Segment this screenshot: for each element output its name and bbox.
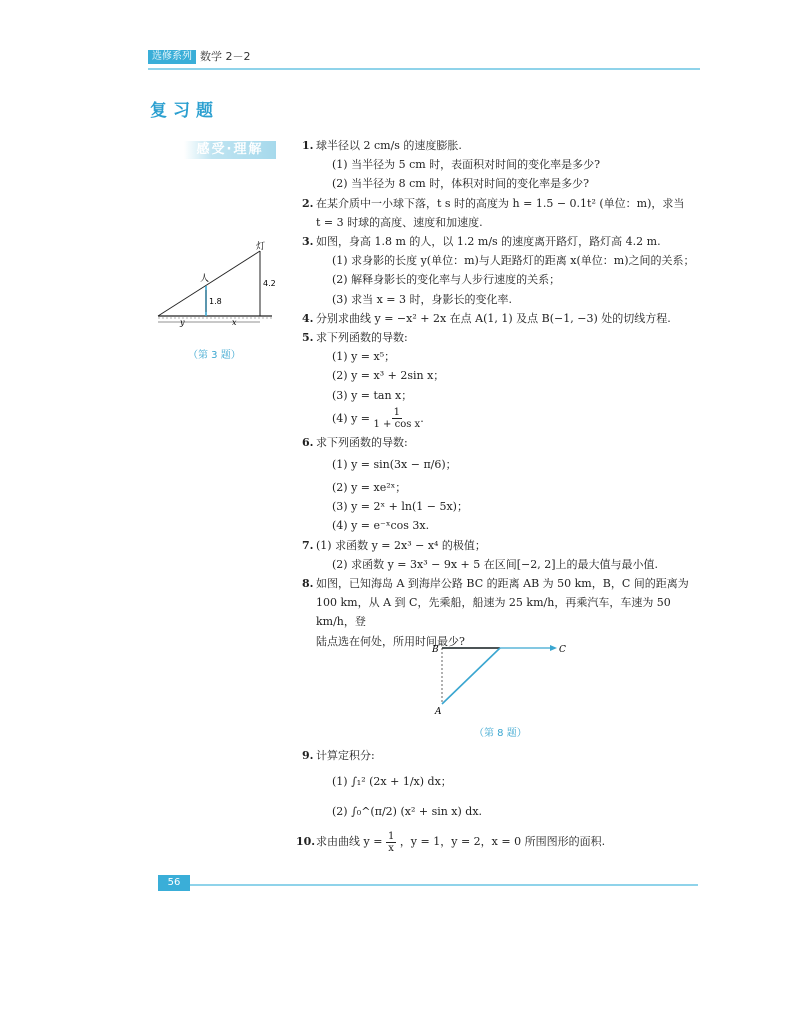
question-text: t = 3 时球的高度、速度和加速度. [316, 215, 483, 229]
series-label: 选修系列 [148, 50, 196, 64]
question-text: 如图，已知海岛 A 到海岸公路 BC 的距离 AB 为 50 km，B，C 间的距离为 [316, 577, 689, 591]
question-text: ，y = 1，y = 2，x = 0 所围图形的面积. [399, 835, 606, 848]
point-b-label: B [432, 645, 439, 655]
subquestion: (1) 求身影的长度 y(单位：m)与人距路灯的距离 x(单位：m)之间的关系； [332, 254, 695, 268]
subquestion-prefix: (4) y = [332, 411, 371, 425]
fraction-numerator: 1 [387, 830, 395, 842]
question-text: 如图，身高 1.8 m 的人，以 1.2 m/s 的速度离开路灯，路灯高 4.2 m. [316, 235, 661, 249]
page-number: 56 [158, 875, 190, 891]
footer-divider [190, 884, 698, 886]
question-number: 6. [302, 435, 314, 449]
subquestion: (3) y = 2ˣ + ln(1 − 5x)； [332, 500, 468, 514]
question-text: 计算定积分: [316, 749, 375, 762]
fraction-numerator: 1 [393, 407, 401, 419]
question-10 [296, 827, 702, 857]
island-road-diagram [430, 640, 570, 720]
subquestion: (1) y = x⁵； [332, 350, 396, 364]
distance-label: x [232, 318, 237, 327]
question-text: 在某介质中一小球下落，t s 时的高度为 h = 1.5 − 0.1t² (单位：m)，求当 [316, 196, 685, 210]
exercise-list [302, 136, 702, 651]
figure-q8-caption: （第 8 题） [474, 728, 527, 739]
question-number: 2. [302, 196, 314, 210]
subquestion: (2) y = xe²ˣ； [332, 481, 407, 495]
question-3 [302, 232, 702, 309]
fraction-denominator: 1 + cos x [373, 419, 421, 431]
subquestion: (2) 解释身影长的变化率与人步行速度的关系； [332, 273, 561, 287]
subquestion: (1) 当半径为 5 cm 时，表面积对时间的变化率是多少? [332, 158, 601, 172]
subquestion: (1) 求函数 y = 2x³ − x⁴ 的极值； [316, 538, 486, 552]
subquestion: (3) 求当 x = 3 时，身影长的变化率. [332, 292, 512, 306]
question-5 [302, 328, 702, 433]
subquestion: (2) y = x³ + 2sin x； [332, 369, 445, 383]
question-4 [302, 309, 702, 328]
figure-q3-caption: （第 3 题） [188, 350, 241, 361]
question-number: 10. [296, 835, 316, 848]
question-number: 5. [302, 331, 314, 345]
question-number: 7. [302, 538, 314, 552]
question-7 [302, 536, 702, 574]
point-c-label: C [559, 645, 566, 655]
subquestion: (4) y = e⁻ˣcos 3x. [332, 519, 430, 533]
question-2 [302, 194, 702, 232]
lamp-shadow-diagram [150, 238, 280, 348]
question-number: 1. [302, 139, 314, 152]
question-number: 3. [302, 235, 314, 249]
shadow-length-label: y [180, 318, 185, 327]
subquestion: (2) 当半径为 8 cm 时，体积对时间的变化率是多少? [332, 177, 590, 191]
point-a-label: A [435, 707, 442, 717]
question-text: 求由曲线 y = [316, 835, 383, 848]
question-text: 陆点选在何处，所用时间最少? [316, 634, 465, 648]
fraction [386, 831, 396, 854]
header-divider [148, 68, 700, 70]
question-1 [302, 136, 702, 194]
subquestion-suffix: . [420, 411, 424, 425]
question-number: 4. [302, 311, 314, 325]
fraction-denominator: x [388, 842, 394, 854]
person-height-label: 1.8 [209, 297, 222, 306]
subquestion: (1) y = sin(3x − π/6)； [332, 458, 457, 472]
question-text: 分别求曲线 y = −x² + 2x 在点 A(1, 1) 及点 B(−1, −3) 处的切线方程. [316, 311, 671, 325]
question-number: 9. [302, 749, 314, 762]
question-text: 球半径以 2 cm/s 的速度膨胀. [316, 139, 462, 152]
fraction [374, 407, 421, 430]
subject-label: 数学 2－2 [200, 50, 251, 63]
section-title: 复习题 [150, 101, 219, 121]
lamp-height-label: 4.2 [263, 279, 276, 288]
exercise-list-continued [296, 745, 702, 857]
question-number: 8. [302, 577, 314, 591]
running-header [148, 50, 251, 64]
question-text: 求下列函数的导数: [316, 331, 408, 345]
section-badge: 感受·理解 [184, 141, 276, 159]
figure-q8 [430, 640, 570, 739]
subquestion: (3) y = tan x； [332, 388, 413, 402]
subquestion: (2) ∫₀^(π/2) (x² + sin x) dx. [332, 805, 483, 818]
person-label: 人 [200, 274, 210, 284]
question-6 [302, 433, 702, 536]
subquestion: (2) 求函数 y = 3x³ − 9x + 5 在区间[−2, 2]上的最大值与最小值. [332, 557, 659, 571]
question-9 [302, 745, 702, 827]
lamp-label: 灯 [256, 242, 266, 252]
figure-q3 [150, 238, 280, 361]
subquestion [316, 405, 702, 433]
question-text: 求下列函数的导数: [316, 435, 408, 449]
question-text: 100 km，从 A 到 C，先乘船，船速为 25 km/h，再乘汽车，车速为 50 km/h，登 [316, 596, 671, 629]
subquestion: (1) ∫₁² (2x + 1/x) dx； [332, 775, 452, 788]
